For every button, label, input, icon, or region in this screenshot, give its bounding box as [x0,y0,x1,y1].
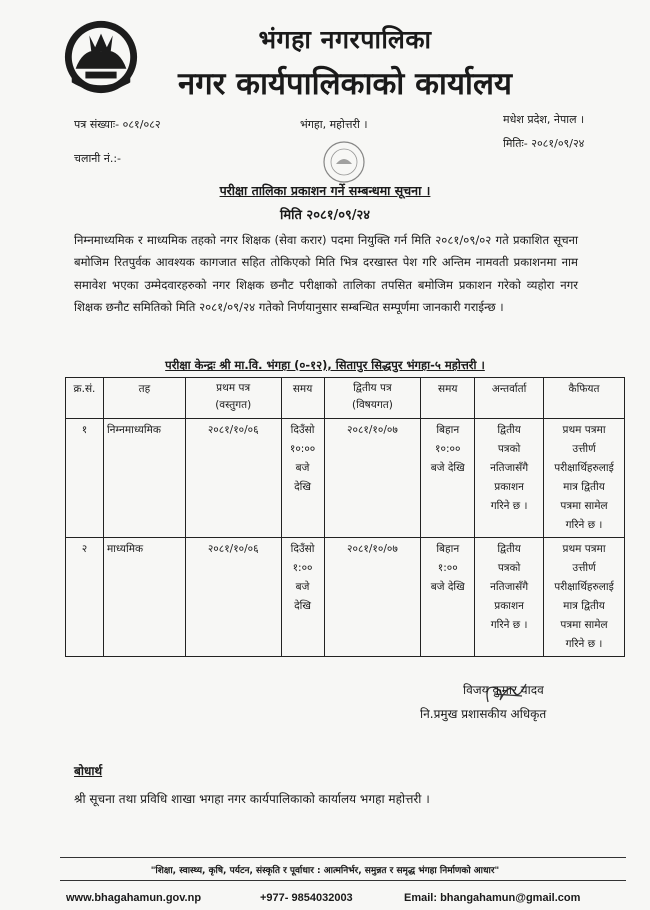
notice-body: निम्नमाध्यमिक र माध्यमिक तहको नगर शिक्षक (सेवा करार) पदमा नियुक्ति गर्न मिति २०८१/०९/०२ गते प्रकाशित सूचना बमोजिम रितपुर्वक आवश्यक कागजात सहित तोकिएको मिति भित्र दरखास्त पेश गरि अन्तिम नामवती प्रकाशनमा नाम समावेश भएका उम्मेदवारहरुको नगर शिक्षक छनौट परीक्षाको तालिका तपसित बमोजिम प्रकाशन गरेको व्यहोरा नगर शिक्षक छनौट समितिको मिति २०८१/०९/२४ गतेको निर्णयानुसार सम्बन्धित सम्पूर्णमा जानकारी गराईन्छ । [74,233,578,314]
header-level: तह [103,378,185,419]
footer-website: www.bhagahamun.gov.np [66,892,202,904]
header-remarks: कैफियत [544,378,625,419]
dispatch-number: चलानी नं.:- [74,152,122,165]
footer-motto: "शिक्षा, स्वास्थ्य, कृषि, पर्यटन, संस्कृति र पूर्वाधार : आत्मनिर्भर, समुन्नत र समृद्ध भंगहा निर्माणको आधार" [150,866,500,876]
cell-time2: बिहान १०:०० बजे देखि [421,419,475,538]
header-time2: समय [421,378,475,419]
province: मधेश प्रदेश, नेपाल । [503,113,585,126]
signatory-name: विजय कुमार यादव [463,683,544,697]
header-time1: समय [281,378,324,419]
municipality-name: भंगहा नगरपालिका [258,25,432,54]
exam-schedule-table [65,377,625,657]
letter-number: पत्र संख्याः- ०८१/०८२ [74,118,161,131]
header-paper2: द्वितीय पत्र (विषयगत) [324,378,421,419]
signatory-title: नि.प्रमुख प्रशासकीय अधिकृत [420,707,547,721]
notice-subject: परीक्षा तालिका प्रकाशन गर्ने सम्बन्धमा सूचना । [219,183,431,198]
cell-time1: दिउँसो १०:०० बजे देखि [281,419,324,538]
notice-date: मिति २०८१/०९/२४ [279,208,371,223]
table-row [66,538,625,657]
address: भंगहा, महोत्तरी । [300,118,368,131]
cell-paper1: २०८१/१०/०६ [185,538,281,657]
cell-remarks: प्रथम पत्रमा उत्तीर्ण परीक्षार्थिहरुलाई मात्र द्वितीय पत्रमा सामेल गरिने छ । [544,538,625,657]
table-header-row [66,378,625,419]
office-seal-stamp [322,140,366,184]
cell-remarks: प्रथम पत्रमा उत्तीर्ण परीक्षार्थिहरुलाई मात्र द्वितीय पत्रमा सामेल गरिने छ । [544,419,625,538]
cell-paper1: २०८१/१०/०६ [185,419,281,538]
header-interview: अन्तर्वार्ता [475,378,544,419]
cell-level: निम्नमाध्यमिक [103,419,185,538]
footer-rule-bottom [60,880,626,881]
cc-heading: बोधार्थ [74,764,103,778]
cell-sn: १ [66,419,104,538]
cell-time2: बिहान १:०० बजे देखि [421,538,475,657]
office-name: नगर कार्यपालिकाको कार्यालय [178,66,512,102]
cell-interview: द्वितीय पत्रको नतिजासँगै प्रकाशन गरिने छ । [475,538,544,657]
cell-paper2: २०८१/१०/०७ [324,419,421,538]
footer-email: Email: bhangahamun@gmail.com [404,892,581,904]
cell-level: माध्यमिक [103,538,185,657]
letter-date: मितिः- २०८१/०९/२४ [503,137,585,150]
cell-paper2: २०८१/१०/०७ [324,538,421,657]
cell-interview: द्वितीय पत्रको नतिजासँगै प्रकाशन गरिने छ । [475,419,544,538]
header-paper1: प्रथम पत्र (वस्तुगत) [185,378,281,419]
cell-sn: २ [66,538,104,657]
cell-time1: दिउँसो १:०० बजे देखि [281,538,324,657]
cc-line: श्री सूचना तथा प्रविधि शाखा भगहा नगर कार्यपालिकाको कार्यालय भगहा महोत्तरी । [74,792,430,806]
footer-phone: +977- 9854032003 [260,892,353,904]
header-sn: क्र.सं. [66,378,104,419]
exam-center: परीक्षा केन्द्रः श्री मा.वि. भंगहा (०-१२), सितापुर सिद्धपुर भंगहा-५ महोत्तरी । [165,358,485,372]
table-row [66,419,625,538]
footer-rule-top [60,857,626,858]
